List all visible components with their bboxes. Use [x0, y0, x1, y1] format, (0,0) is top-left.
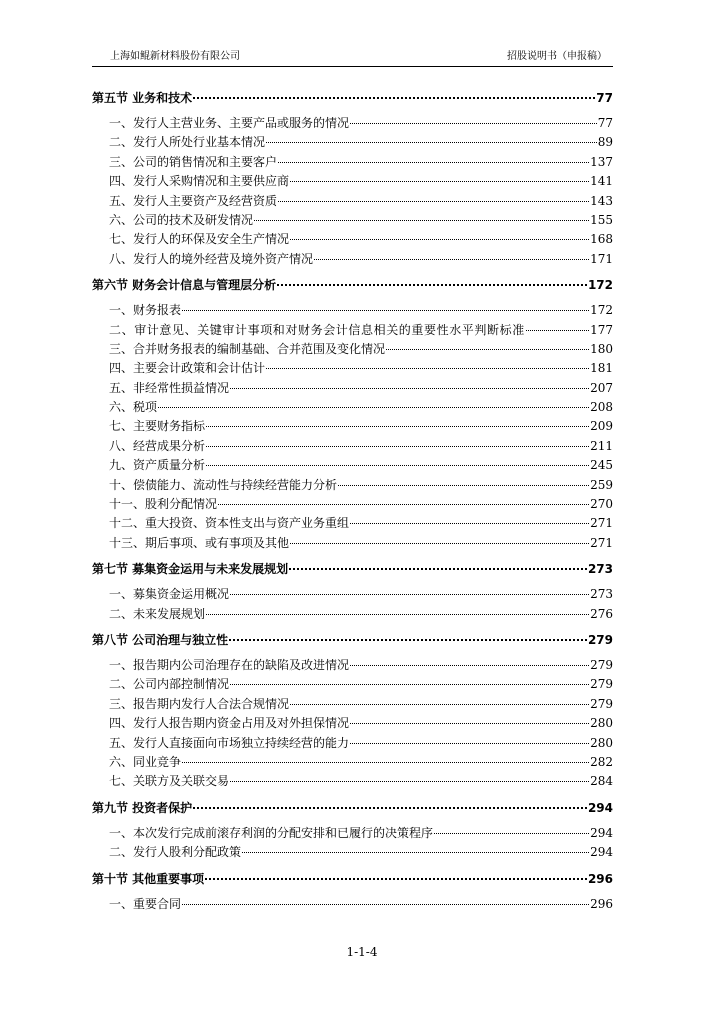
- toc-section-page: 273: [587, 562, 613, 577]
- toc-entry-page: 211: [590, 438, 613, 453]
- toc-entry-page: 208: [590, 400, 613, 415]
- toc-leader-dots: [205, 878, 587, 880]
- toc-leader-dots: [526, 330, 589, 331]
- toc-entry-page: 143: [590, 193, 613, 208]
- toc-leader-dots: [229, 639, 587, 641]
- toc-leader-dots: [230, 781, 589, 782]
- toc-entry-title: 一、财务报表: [109, 303, 182, 318]
- toc-entry-title: 十、偿债能力、流动性与持续经营能力分析: [109, 477, 338, 492]
- toc-section-heading[interactable]: [92, 798, 613, 818]
- toc-entry-title: 二、发行人股利分配政策: [109, 845, 242, 860]
- toc-entry-page: 279: [590, 696, 613, 711]
- toc-entry-page: 296: [590, 896, 613, 911]
- toc-entry-page: 137: [590, 154, 613, 169]
- toc-entry-title: 二、未来发展规划: [109, 606, 206, 621]
- toc-entry[interactable]: [92, 321, 613, 340]
- toc-entry-page: 294: [590, 845, 613, 860]
- toc-leader-dots: [230, 594, 589, 595]
- toc-entry-page: 282: [590, 754, 613, 769]
- toc-entry[interactable]: [92, 843, 613, 862]
- toc-entry[interactable]: [92, 250, 613, 269]
- toc-section-heading[interactable]: [92, 630, 613, 650]
- toc-leader-dots: [290, 704, 589, 705]
- toc-section-page: 77: [596, 91, 613, 105]
- toc-entry-page: 209: [590, 419, 613, 434]
- toc-entry[interactable]: [92, 153, 613, 172]
- toc-entry[interactable]: [92, 456, 613, 475]
- toc-entry-title: 四、发行人采购情况和主要供应商: [109, 174, 290, 189]
- toc-entry-page: 294: [590, 825, 613, 840]
- toc-entry-title: 三、公司的销售情况和主要客户: [109, 154, 278, 169]
- toc-leader-dots: [314, 259, 589, 260]
- toc-entry[interactable]: [92, 753, 613, 772]
- toc-entry-page: 276: [590, 606, 613, 621]
- toc-entry[interactable]: [92, 895, 613, 914]
- toc-entry[interactable]: [92, 495, 613, 514]
- toc-entry[interactable]: [92, 359, 613, 378]
- document-type: 招股说明书（申报稿）: [507, 51, 607, 62]
- toc-leader-dots: [434, 833, 589, 834]
- toc-leader-dots: [206, 614, 589, 615]
- toc-entry-title: 六、同业竞争: [109, 754, 182, 769]
- toc-entry[interactable]: [92, 514, 613, 533]
- toc-entry-title: 一、报告期内公司治理存在的缺陷及改进情况: [109, 657, 350, 672]
- toc-entry-title: 十二、重大投资、资本性支出与资产业务重组: [109, 516, 350, 531]
- toc-entry-page: 270: [590, 497, 613, 512]
- toc-entry[interactable]: [92, 476, 613, 495]
- toc-entry-title: 四、发行人报告期内资金占用及对外担保情况: [109, 716, 350, 731]
- toc-entry[interactable]: [92, 714, 613, 733]
- toc-leader-dots: [278, 162, 589, 163]
- toc-section-page: 296: [587, 871, 613, 886]
- toc-entry[interactable]: [92, 824, 613, 843]
- toc-leader-dots: [290, 239, 589, 240]
- toc-entry-title: 七、关联方及关联交易: [109, 774, 230, 789]
- toc-entry-title: 二、审计意见、关键审计事项和对财务会计信息相关的重要性水平判断标准: [109, 322, 525, 337]
- toc-entry-page: 259: [590, 477, 613, 492]
- toc-entry-title: 八、发行人的境外经营及境外资产情况: [109, 251, 314, 266]
- toc-entry-page: 279: [590, 657, 613, 672]
- toc-entry[interactable]: [92, 534, 613, 553]
- company-name: 上海如鲲新材料股份有限公司: [110, 51, 240, 62]
- toc-entry[interactable]: [92, 695, 613, 714]
- toc-entry-page: 177: [590, 322, 613, 337]
- toc-leader-dots: [254, 220, 589, 221]
- toc-entry[interactable]: [92, 437, 613, 456]
- toc-entry-page: 284: [590, 774, 613, 789]
- toc-entry-title: 一、本次发行完成前滚存利润的分配安排和已履行的决策程序: [109, 825, 434, 840]
- toc-entry[interactable]: [92, 417, 613, 436]
- toc-leader-dots: [350, 723, 589, 724]
- toc-entry-title: 四、主要会计政策和会计估计: [109, 361, 266, 376]
- toc-leader-dots: [158, 407, 589, 408]
- toc-section-heading[interactable]: [92, 275, 613, 295]
- toc-entry-page: 271: [590, 535, 613, 550]
- toc-entry[interactable]: [92, 114, 613, 133]
- toc-entry[interactable]: [92, 211, 613, 230]
- toc-entry-page: 141: [590, 174, 613, 189]
- toc-leader-dots: [350, 665, 589, 666]
- toc-section-title: 第九节 投资者保护: [92, 800, 193, 815]
- toc-entry-title: 十三、期后事项、或有事项及其他: [109, 535, 290, 550]
- toc-entry-title: 一、募集资金运用概况: [109, 587, 230, 602]
- toc-leader-dots: [289, 568, 587, 570]
- toc-entry-title: 六、公司的技术及研发情况: [109, 212, 254, 227]
- toc-entry-title: 五、非经常性损益情况: [109, 380, 230, 395]
- toc-entry[interactable]: [92, 398, 613, 417]
- page-header: [92, 50, 613, 67]
- toc-entry-title: 六、税项: [109, 400, 158, 415]
- toc-leader-dots: [278, 201, 589, 202]
- toc-entry[interactable]: [92, 585, 613, 604]
- toc-section-heading[interactable]: [92, 869, 613, 889]
- toc-entry-page: 180: [590, 341, 613, 356]
- toc-entry-title: 七、主要财务指标: [109, 419, 206, 434]
- toc-entry-page: 171: [590, 251, 613, 266]
- toc-leader-dots: [230, 388, 589, 389]
- toc-entry-page: 168: [590, 232, 613, 247]
- toc-section-title: 第五节 业务和技术: [92, 91, 193, 105]
- toc-entry-title: 七、发行人的环保及安全生产情况: [109, 232, 290, 247]
- toc-leader-dots: [290, 181, 589, 182]
- toc-leader-dots: [338, 485, 589, 486]
- toc-leader-dots: [386, 349, 589, 350]
- toc-leader-dots: [350, 523, 589, 524]
- toc-leader-dots: [242, 852, 589, 853]
- toc-leader-dots: [218, 504, 589, 505]
- toc-leader-dots: [182, 762, 589, 763]
- toc-section-title: 第七节 募集资金运用与未来发展规划: [92, 562, 289, 577]
- toc-entry[interactable]: [92, 605, 613, 624]
- toc-entry-title: 三、报告期内发行人合法合规情况: [109, 696, 290, 711]
- toc-leader-dots: [193, 807, 587, 809]
- toc-entry-page: 280: [590, 735, 613, 750]
- toc-leader-dots: [290, 543, 589, 544]
- toc-entry[interactable]: [92, 340, 613, 359]
- toc-entry-page: 89: [597, 135, 613, 150]
- toc-leader-dots: [230, 684, 589, 685]
- toc-entry[interactable]: [92, 133, 613, 152]
- toc-entry-page: 77: [597, 116, 613, 130]
- toc-entry-page: 181: [590, 361, 613, 376]
- table-of-contents: [92, 88, 613, 914]
- toc-entry-title: 十一、股利分配情况: [109, 497, 218, 512]
- toc-section-title: 第八节 公司治理与独立性: [92, 632, 229, 647]
- toc-leader-dots: [206, 446, 589, 447]
- toc-entry-title: 九、资产质量分析: [109, 458, 206, 473]
- toc-entry[interactable]: [92, 172, 613, 191]
- toc-section-title: 第六节 财务会计信息与管理层分析: [92, 278, 277, 293]
- toc-entry-title: 三、合并财务报表的编制基础、合并范围及变化情况: [109, 341, 386, 356]
- toc-section-heading[interactable]: [92, 559, 613, 579]
- toc-entry[interactable]: [92, 301, 613, 320]
- toc-entry-title: 五、发行人直接面向市场独立持续经营的能力: [109, 735, 350, 750]
- toc-leader-dots: [182, 310, 589, 311]
- toc-entry-page: 172: [590, 303, 613, 318]
- toc-entry-page: 245: [590, 458, 613, 473]
- toc-entry[interactable]: [92, 734, 613, 753]
- toc-entry-title: 二、公司内部控制情况: [109, 677, 230, 692]
- toc-leader-dots: [206, 426, 589, 427]
- toc-leader-dots: [350, 743, 589, 744]
- toc-entry-page: 280: [590, 716, 613, 731]
- toc-entry-page: 207: [590, 380, 613, 395]
- toc-entry[interactable]: [92, 379, 613, 398]
- toc-entry[interactable]: [92, 772, 613, 791]
- toc-section-page: 172: [587, 278, 613, 293]
- toc-section-title: 第十节 其他重要事项: [92, 871, 205, 886]
- toc-leader-dots: [350, 123, 597, 124]
- toc-entry[interactable]: [92, 656, 613, 675]
- toc-entry-page: 271: [590, 516, 613, 531]
- toc-leader-dots: [266, 368, 589, 369]
- toc-leader-dots: [206, 465, 589, 466]
- toc-entry-title: 二、发行人所处行业基本情况: [109, 135, 266, 150]
- toc-entry-title: 一、重要合同: [109, 896, 182, 911]
- toc-leader-dots: [266, 142, 597, 143]
- toc-section-page: 279: [587, 632, 613, 647]
- toc-leader-dots: [193, 97, 595, 99]
- toc-leader-dots: [277, 284, 587, 286]
- toc-entry-page: 279: [590, 677, 613, 692]
- toc-entry[interactable]: [92, 230, 613, 249]
- toc-entry-title: 一、发行人主营业务、主要产品或服务的情况: [109, 116, 350, 130]
- toc-leader-dots: [182, 904, 589, 905]
- toc-entry-title: 五、发行人主要资产及经营资质: [109, 193, 278, 208]
- toc-entry[interactable]: [92, 675, 613, 694]
- toc-entry[interactable]: [92, 192, 613, 211]
- toc-section-heading[interactable]: [92, 88, 613, 108]
- toc-section-page: 294: [587, 800, 613, 815]
- toc-entry-title: 八、经营成果分析: [109, 438, 206, 453]
- page-number: 1-1-4: [346, 945, 378, 959]
- toc-entry-page: 155: [590, 212, 613, 227]
- toc-entry-page: 273: [590, 587, 613, 602]
